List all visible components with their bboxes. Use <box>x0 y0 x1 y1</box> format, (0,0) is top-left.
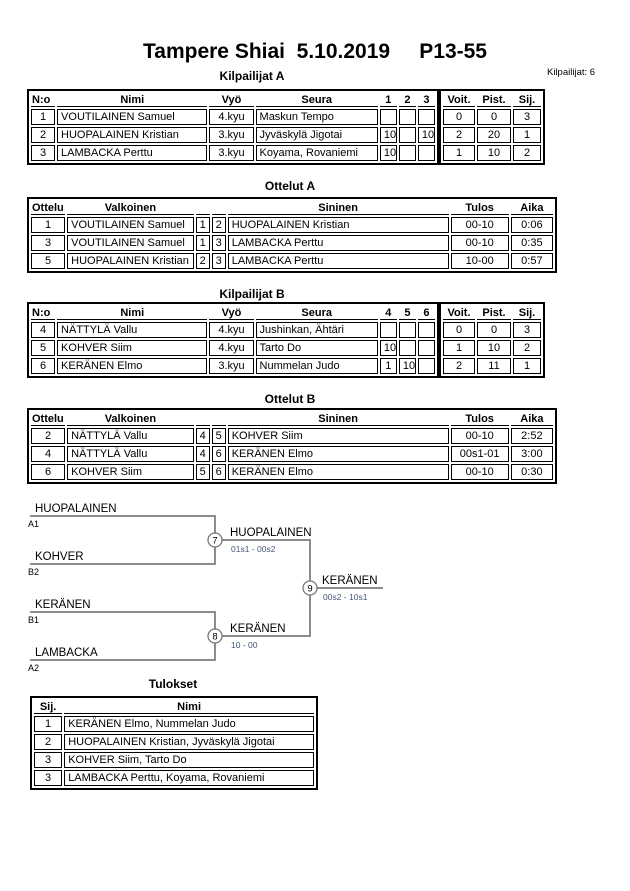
pool-a-title: Kilpailijat A <box>219 69 285 83</box>
col-header-no: N:o <box>31 306 55 320</box>
cell-blue-no: 2 <box>212 217 226 233</box>
matches-a-title: Ottelut A <box>264 179 316 193</box>
cell-match-5: 10 <box>399 358 416 374</box>
table-row <box>31 340 435 356</box>
cell-blue-name: LAMBACKA Perttu <box>228 235 449 251</box>
col-header-name: Nimi <box>64 700 314 714</box>
col-header-club: Seura <box>256 93 378 107</box>
match-row <box>31 235 553 251</box>
table-row <box>443 145 541 161</box>
cell-match-6 <box>418 340 435 356</box>
cell-result: 00-10 <box>451 428 509 444</box>
col-header-place: Sij. <box>513 93 541 107</box>
pool-a-header-row <box>31 93 435 107</box>
pool-a-table <box>27 89 439 165</box>
matches-a-table <box>27 197 557 273</box>
cell-match-5 <box>399 340 416 356</box>
pool-a-section <box>27 89 545 165</box>
col-header-match-3: 3 <box>418 93 435 107</box>
cell-name: KOHVER Siim <box>57 340 207 356</box>
cell-place: 2 <box>34 734 62 750</box>
cell-white-no: 1 <box>196 217 210 233</box>
cell-place: 1 <box>513 127 541 143</box>
cell-white-no: 4 <box>196 428 210 444</box>
col-header-white-no <box>196 201 210 215</box>
cell-name: KERÄNEN Elmo <box>57 358 207 374</box>
pool-b-stats-table <box>439 302 545 378</box>
table-row <box>443 358 541 374</box>
col-header-match: Ottelu <box>32 412 64 425</box>
cell-wins: 2 <box>443 358 475 374</box>
result-row <box>34 734 314 750</box>
cell-wins: 1 <box>443 145 475 161</box>
cell-belt: 4.kyu <box>209 109 253 125</box>
cell-name: HUOPALAINEN Kristian <box>57 127 207 143</box>
pool-a-stats-header-row <box>443 93 541 107</box>
col-header-belt: Vyö <box>209 306 253 320</box>
cell-place: 1 <box>34 716 62 732</box>
cell-match-4: 10 <box>380 340 397 356</box>
bracket-score: 00s2 - 10s1 <box>323 592 368 602</box>
cell-points: 0 <box>477 109 511 125</box>
cell-no: 3 <box>31 145 55 161</box>
cell-belt: 3.kyu <box>209 145 253 161</box>
cell-name: LAMBACKA Perttu, Koyama, Rovaniemi <box>64 770 314 786</box>
bracket-winner-name: HUOPALAINEN <box>230 527 312 539</box>
cell-match-no: 1 <box>31 217 65 233</box>
cell-time: 0:35 <box>511 235 553 251</box>
cell-points: 0 <box>477 322 511 338</box>
col-header-belt: Vyö <box>209 93 253 107</box>
matches-b-header-row <box>31 412 553 426</box>
cell-points: 11 <box>477 358 511 374</box>
col-header-wins: Voit. <box>443 306 475 320</box>
cell-blue-no: 3 <box>212 235 226 251</box>
cell-match-3: 10 <box>418 127 435 143</box>
cell-blue-no: 3 <box>212 253 226 269</box>
bracket-seed-label: A1 <box>28 519 40 529</box>
col-header-blue: Sininen <box>228 201 449 215</box>
bracket-lines <box>30 515 383 661</box>
cell-result: 00s1-01 <box>451 446 509 462</box>
cell-name: KOHVER Siim, Tarto Do <box>64 752 314 768</box>
elimination-bracket <box>0 495 630 685</box>
cell-club: Jushinkan, Ähtäri <box>256 322 378 338</box>
cell-result: 10-00 <box>451 253 509 269</box>
matches-a-section <box>27 197 557 273</box>
cell-points: 10 <box>477 145 511 161</box>
result-row <box>34 716 314 732</box>
pool-b-title: Kilpailijat B <box>219 287 285 301</box>
cell-name: NÄTTYLÄ Vallu <box>57 322 207 338</box>
col-header-no: N:o <box>31 93 55 107</box>
bracket-score: 01s1 - 00s2 <box>231 544 276 554</box>
bracket-entry-name: LAMBACKA <box>35 647 98 659</box>
cell-match-6 <box>418 358 435 374</box>
col-header-white-no <box>196 412 210 426</box>
col-header-place: Sij. <box>34 700 62 714</box>
cell-white-name: NÄTTYLÄ Vallu <box>67 446 193 462</box>
cell-club: Nummelan Judo <box>256 358 378 374</box>
cell-blue-no: 5 <box>212 428 226 444</box>
match-row <box>31 253 553 269</box>
cell-blue-name: KERÄNEN Elmo <box>228 464 449 480</box>
result-row <box>34 770 314 786</box>
pool-b-table <box>27 302 439 378</box>
bracket-seed-label: B2 <box>28 567 40 577</box>
cell-time: 0:57 <box>511 253 553 269</box>
cell-belt: 4.kyu <box>209 322 253 338</box>
pool-b-stats-header-row <box>443 306 541 320</box>
col-header-white: Valkoinen <box>67 412 193 426</box>
cell-match-1 <box>380 109 397 125</box>
cell-white-no: 2 <box>196 253 210 269</box>
cell-white-name: NÄTTYLÄ Vallu <box>67 428 193 444</box>
cell-time: 3:00 <box>511 446 553 462</box>
bracket-winner-name: KERÄNEN <box>230 623 286 635</box>
pool-b-header-row <box>31 306 435 320</box>
cell-match-6 <box>418 322 435 338</box>
cell-match-no: 5 <box>31 253 65 269</box>
match-number: 9 <box>307 583 313 595</box>
table-row <box>443 340 541 356</box>
bracket-winner-name: KERÄNEN <box>322 575 378 587</box>
cell-match-2 <box>399 109 416 125</box>
cell-match-4: 1 <box>380 358 397 374</box>
cell-white-no: 4 <box>196 446 210 462</box>
col-header-name: Nimi <box>57 306 207 320</box>
col-header-match: Ottelu <box>32 201 64 214</box>
cell-belt: 3.kyu <box>209 127 253 143</box>
matches-a-header-row <box>31 201 553 215</box>
cell-match-no: 3 <box>31 235 65 251</box>
cell-match-1: 10 <box>380 145 397 161</box>
cell-no: 4 <box>31 322 55 338</box>
cell-no: 5 <box>31 340 55 356</box>
cell-wins: 2 <box>443 127 475 143</box>
cell-name: LAMBACKA Perttu <box>57 145 207 161</box>
cell-wins: 1 <box>443 340 475 356</box>
match-number: 8 <box>212 631 218 643</box>
match-row <box>31 464 553 480</box>
col-header-place: Sij. <box>513 306 541 320</box>
cell-place: 3 <box>34 752 62 768</box>
col-header-match-4: 4 <box>380 306 397 320</box>
bracket-entry-name: KERÄNEN <box>35 599 91 611</box>
col-header-time: Aika <box>511 412 553 426</box>
cell-no: 6 <box>31 358 55 374</box>
cell-name: HUOPALAINEN Kristian, Jyväskylä Jigotai <box>64 734 314 750</box>
table-row <box>31 109 435 125</box>
cell-belt: 3.kyu <box>209 358 253 374</box>
col-header-points: Pist. <box>477 93 511 107</box>
table-row <box>443 127 541 143</box>
results-section <box>30 696 318 790</box>
cell-white-no: 1 <box>196 235 210 251</box>
cell-points: 20 <box>477 127 511 143</box>
cell-club: Koyama, Rovaniemi <box>256 145 378 161</box>
cell-place: 1 <box>513 358 541 374</box>
bracket-seed-label: A2 <box>28 663 40 673</box>
cell-time: 0:30 <box>511 464 553 480</box>
matches-b-table <box>27 408 557 484</box>
cell-name: VOUTILAINEN Samuel <box>57 109 207 125</box>
col-header-white: Valkoinen <box>67 201 193 215</box>
col-header-name: Nimi <box>57 93 207 107</box>
matches-b-section <box>27 408 557 484</box>
cell-match-3 <box>418 109 435 125</box>
bracket-seed-label: B1 <box>28 615 40 625</box>
cell-blue-name: LAMBACKA Perttu <box>228 253 449 269</box>
cell-result: 00-10 <box>451 217 509 233</box>
cell-match-no: 4 <box>31 446 65 462</box>
table-row <box>31 358 435 374</box>
matches-b-title: Ottelut B <box>264 392 316 406</box>
col-header-match-6: 6 <box>418 306 435 320</box>
cell-place: 3 <box>513 322 541 338</box>
pool-a-stats-table <box>439 89 545 165</box>
cell-time: 0:06 <box>511 217 553 233</box>
col-header-blue-no <box>212 412 226 426</box>
cell-belt: 4.kyu <box>209 340 253 356</box>
cell-blue-name: KOHVER Siim <box>228 428 449 444</box>
table-row <box>31 127 435 143</box>
cell-club: Jyväskylä Jigotai <box>256 127 378 143</box>
result-row <box>34 752 314 768</box>
cell-match-5 <box>399 322 416 338</box>
cell-white-name: KOHVER Siim <box>67 464 193 480</box>
match-number: 7 <box>212 535 218 547</box>
match-row <box>31 217 553 233</box>
pool-b-section <box>27 302 545 378</box>
col-header-blue: Sininen <box>228 412 449 426</box>
col-header-match-5: 5 <box>399 306 416 320</box>
cell-match-4 <box>380 322 397 338</box>
results-title: Tulokset <box>148 677 198 691</box>
cell-no: 2 <box>31 127 55 143</box>
col-header-club: Seura <box>256 306 378 320</box>
col-header-points: Pist. <box>477 306 511 320</box>
cell-match-2 <box>399 145 416 161</box>
match-row <box>31 428 553 444</box>
table-row <box>443 322 541 338</box>
page-title: Tampere Shiai 5.10.2019 P13-55 <box>143 40 487 63</box>
cell-blue-no: 6 <box>212 446 226 462</box>
cell-result: 00-10 <box>451 464 509 480</box>
cell-white-name: HUOPALAINEN Kristian <box>67 253 193 269</box>
cell-time: 2:52 <box>511 428 553 444</box>
cell-white-no: 5 <box>196 464 210 480</box>
cell-place: 3 <box>513 109 541 125</box>
cell-match-2 <box>399 127 416 143</box>
col-header-match-1: 1 <box>380 93 397 107</box>
cell-white-name: VOUTILAINEN Samuel <box>67 217 193 233</box>
bracket-score: 10 - 00 <box>231 640 258 650</box>
table-row <box>443 109 541 125</box>
cell-name: KERÄNEN Elmo, Nummelan Judo <box>64 716 314 732</box>
col-header-match-2: 2 <box>399 93 416 107</box>
cell-result: 00-10 <box>451 235 509 251</box>
cell-points: 10 <box>477 340 511 356</box>
cell-club: Tarto Do <box>256 340 378 356</box>
cell-wins: 0 <box>443 322 475 338</box>
cell-blue-no: 6 <box>212 464 226 480</box>
cell-match-3 <box>418 145 435 161</box>
results-table <box>30 696 318 790</box>
cell-blue-name: KERÄNEN Elmo <box>228 446 449 462</box>
results-header-row <box>34 700 314 714</box>
cell-match-1: 10 <box>380 127 397 143</box>
bracket-entry-name: KOHVER <box>35 551 84 563</box>
table-row <box>31 145 435 161</box>
cell-white-name: VOUTILAINEN Samuel <box>67 235 193 251</box>
table-row <box>31 322 435 338</box>
cell-wins: 0 <box>443 109 475 125</box>
cell-place: 3 <box>34 770 62 786</box>
competitors-count: Kilpailijat: 6 <box>547 67 596 78</box>
cell-place: 2 <box>513 340 541 356</box>
col-header-wins: Voit. <box>443 93 475 107</box>
cell-place: 2 <box>513 145 541 161</box>
col-header-time: Aika <box>511 201 553 215</box>
col-header-result: Tulos <box>451 201 509 215</box>
cell-match-no: 2 <box>31 428 65 444</box>
bracket-entry-name: HUOPALAINEN <box>35 503 117 515</box>
cell-blue-name: HUOPALAINEN Kristian <box>228 217 449 233</box>
col-header-result: Tulos <box>451 412 509 426</box>
col-header-blue-no <box>212 201 226 215</box>
cell-no: 1 <box>31 109 55 125</box>
cell-match-no: 6 <box>31 464 65 480</box>
cell-club: Maskun Tempo <box>256 109 378 125</box>
match-row <box>31 446 553 462</box>
